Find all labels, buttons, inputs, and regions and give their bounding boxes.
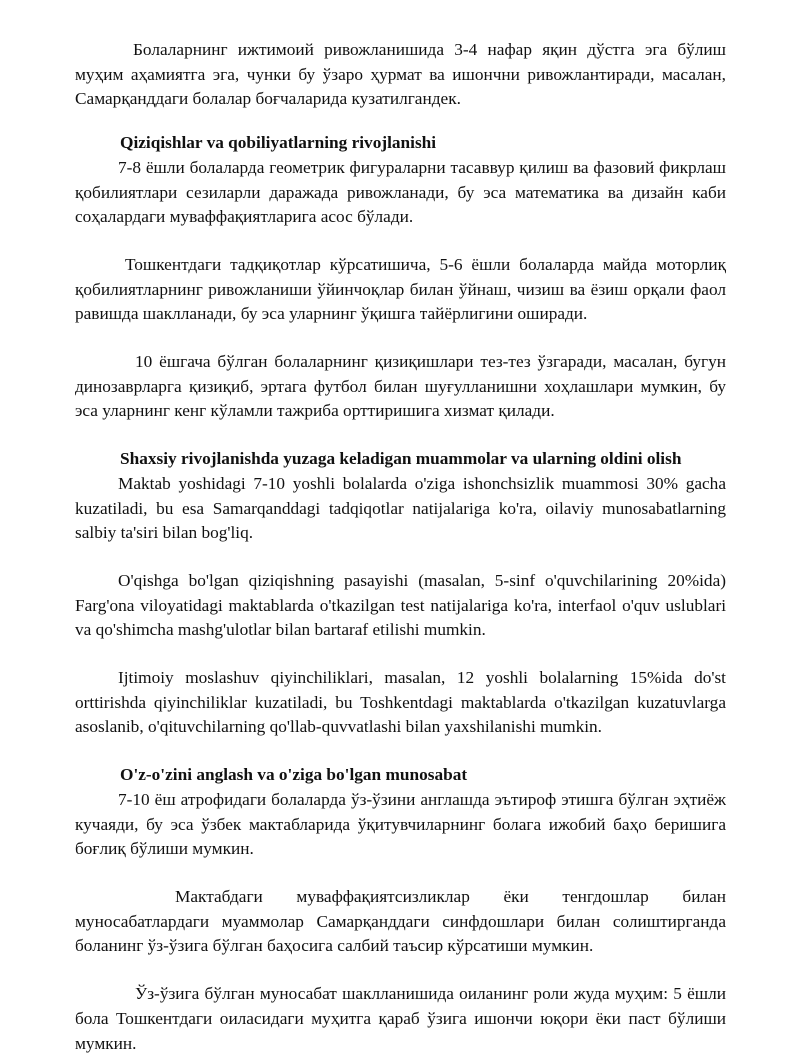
section-heading-problems: Shaxsiy rivojlanishda yuzaga keladigan muammolar va ularning oldini olish	[120, 449, 682, 469]
section-heading-self: O'z-o'zini anglash va o'ziga bo'lgan munosabat	[120, 765, 468, 785]
document-page	[75, 38, 726, 1056]
interests-paragraph-2: Тошкентдаги тадқиқотлар кўрсатишича, 5-6 ёшли болаларда майда моторлиқ қобилиятларнинг ривожланиши ўйинчоқлар билан ўйнаш, чизиш ва ёзиш орқали фаол равишда шаклланади, бу эса уларнинг ўқишга тайёрлигини оширади.	[75, 254, 726, 324]
interests-paragraph-1: 7-8 ёшли болаларда геометрик фигураларни тасаввур қилиш ва фазовий фикрлаш қобилиятлари сезиларли даражада ривожланади, бу эса математика ва дизайн каби соҳалардаги муваффақиятларига асос бўлади.	[75, 157, 726, 227]
problems-paragraph-1: Maktab yoshidagi 7-10 yoshli bolalarda o'ziga ishonchsizlik muammosi 30% gacha kuzatiladi, bu esa Samarqanddagi tadqiqotlar natijalariga ko'ra, oilaviy munosabatlarning salbiy ta'siri bilan bog'liq.	[75, 473, 726, 543]
problems-paragraph-3: Ijtimoiy moslashuv qiyinchiliklari, masalan, 12 yoshli bolalarning 15%ida do'st orttirishda qiyinchiliklar kuzatiladi, bu Toshkentdagi maktablarda o'tkazilgan kuzatuvlarga asoslanib, o'qituvchilarning qo'llab-quvvatlashi bilan yaxshilanishi mumkin.	[75, 668, 726, 737]
self-paragraph-3: Ўз-ўзига бўлган муносабат шаклланишида оиланинг роли жуда муҳим: 5 ёшли бола Тошкентдаги оиласидаги муҳитга қараб ўзига ишончи юқори ёки паст бўлиши мумкин.	[75, 984, 726, 1053]
problems-paragraph-2: O'qishga bo'lgan qiziqishning pasayishi (masalan, 5-sinf o'quvchilarining 20%ida) Farg'ona viloyatidagi maktablarda o'tkazilgan test natijalariga ko'ra, interfaol o'quv uslublari va qo'shimcha mashg'ulotlar bilan bartaraf etilishi mumkin.	[75, 570, 726, 640]
section-heading-interests: Qiziqishlar va qobiliyatlarning rivojlanishi	[120, 133, 437, 153]
self-paragraph-2: Мактабдаги муваффақиятсизликлар ёки тенгдошлар билан муносабатлардаги муаммолар Самарқанддаги синфдошлари билан солиштирганда боланинг ўз-ўзига бўлган баҳосига салбий таъсир кўрсатиши мумкин.	[75, 886, 726, 956]
interests-paragraph-3: 10 ёшгача бўлган болаларнинг қизиқишлари тез-тез ўзгаради, масалан, бугун динозаврларга қизиқиб, эртага футбол билан шуғулланишни хоҳлашлари мумкин, бу эса уларнинг кенг кўламли тажриба орттиришига хизмат қилади.	[75, 352, 726, 421]
intro-paragraph: Болаларнинг ижтимоий ривожланишида 3-4 нафар яқин дўстга эга бўлиш муҳим аҳамиятга эга, чунки бу ўзаро ҳурмат ва ишончни ривожлантиради, масалан, Самарқанддаги болалар боғчаларида кузатилгандек.	[75, 40, 726, 109]
self-paragraph-1: 7-10 ёш атрофидаги болаларда ўз-ўзини англашда эътироф этишга бўлган эҳтиёж кучаяди, бу эса ўзбек мактабларида ўқитувчиларнинг болага ижобий баҳо беришига боғлиқ бўлиши мумкин.	[75, 789, 726, 859]
